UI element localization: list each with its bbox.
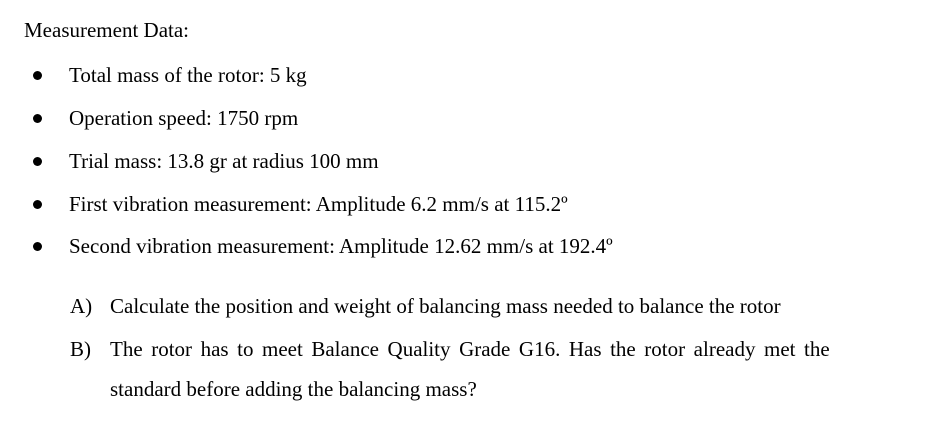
list-item-text: Trial mass: 13.8 gr at radius 100 mm [69, 149, 379, 173]
question-letter: B) [70, 337, 91, 361]
bullet-icon [33, 242, 42, 251]
list-item-text: First vibration measurement: Amplitude 6.2 mm/s at 115.2º [69, 192, 568, 216]
list-item-text: Total mass of the rotor: 5 kg [69, 63, 307, 87]
question-b [0, 335, 944, 407]
question-text: Calculate the position and weight of balancing mass needed to balance the rotor [110, 294, 781, 318]
question-a [0, 292, 944, 322]
bullet-icon [33, 157, 42, 166]
question-text-line2: standard before adding the balancing mass? [110, 377, 477, 401]
section-heading: Measurement Data: [24, 18, 190, 42]
bullet-icon [33, 71, 42, 80]
list-item-text: Second vibration measurement: Amplitude 12.62 mm/s at 192.4º [69, 234, 613, 258]
question-text-line1: The rotor has to meet Balance Quality Grade G16. Has the rotor already met the [110, 337, 830, 361]
bullet-icon [33, 200, 42, 209]
list-item-text: Operation speed: 1750 rpm [69, 106, 299, 130]
question-letter: A) [70, 294, 93, 318]
bullet-icon [33, 114, 42, 123]
